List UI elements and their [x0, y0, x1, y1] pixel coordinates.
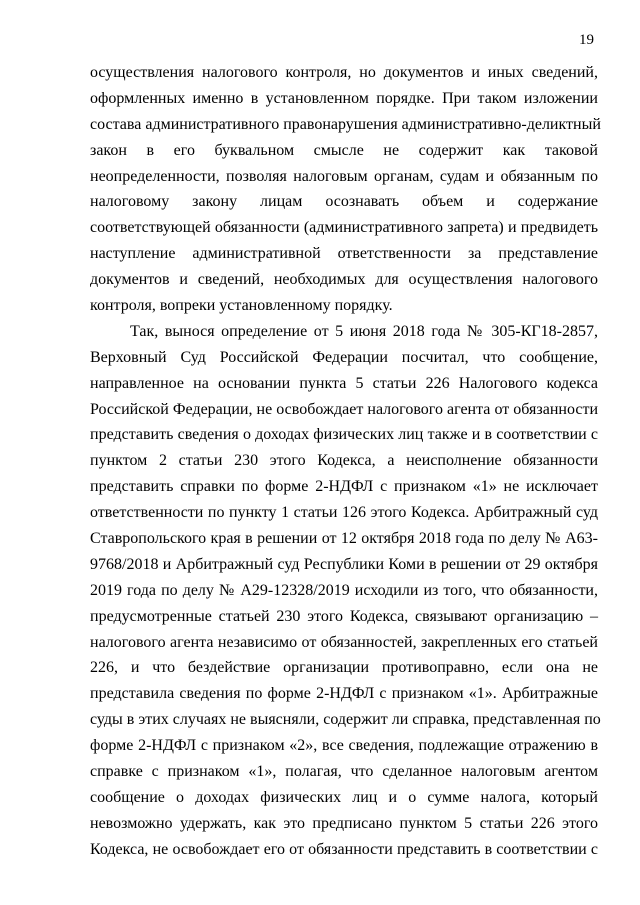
text-line: 2019 года по делу № А29-12328/2019 исходили из того, что обязанности, — [90, 581, 598, 599]
text-line: закон в его буквальном смысле не содержит как таковой — [90, 141, 598, 159]
text-line: Так, вынося определение от 5 июня 2018 года № 305-КГ18-2857, — [130, 322, 598, 340]
page-number: 19 — [579, 32, 594, 48]
text-line: состава административного правонарушения административно-деликтный — [90, 115, 601, 133]
text-line: представить сведения о доходах физических лиц также и в соответствии с — [90, 426, 598, 444]
paragraph-1 — [90, 60, 601, 319]
text-line: Верховный Суд Российской Федерации посчитал, что сообщение, — [90, 348, 598, 366]
text-line: оформленных именно в установленном порядке. При таком изложении — [90, 89, 598, 107]
document-body — [90, 60, 601, 863]
text-line: осуществления налогового контроля, но документов и иных сведений, — [90, 64, 598, 81]
text-line: контроля, вопреки установленному порядку. — [90, 297, 393, 315]
text-line: наступление административной ответственности за представление — [90, 245, 598, 263]
text-line: представила сведения по форме 2-НДФЛ с признаком «1». Арбитражные — [90, 685, 598, 703]
text-line: невозможно удержать, как это предписано пунктом 5 статьи 226 этого — [90, 814, 598, 832]
text-line: суды в этих случаях не выясняли, содержит ли справка, представленная по — [90, 711, 601, 729]
text-line: ответственности по пункту 1 статьи 126 этого Кодекса. Арбитражный суд — [90, 504, 598, 522]
text-line: предусмотренные статьей 230 этого Кодекса, связывают организацию – — [90, 607, 598, 625]
text-line: неопределенности, позволяя налоговым органам, судам и обязанным по — [90, 167, 598, 185]
text-line: налоговому закону лицам осознавать объем и содержание — [90, 193, 598, 211]
text-line: форме 2-НДФЛ с признаком «2», все сведения, подлежащие отражению в — [90, 737, 598, 755]
text-line: Кодекса, не освобождает его от обязанности представить в соответствии с — [90, 840, 598, 858]
text-line: документов и сведений, необходимых для осуществления налогового — [90, 271, 598, 289]
text-line: 226, и что бездействие организации противоправно, если она не — [90, 659, 598, 677]
text-line: соответствующей обязанности (административного запрета) и предвидеть — [90, 219, 598, 237]
text-line: 9768/2018 и Арбитражный суд Республики Коми в решении от 29 октября — [90, 555, 598, 573]
text-line: представить справки по форме 2-НДФЛ с признаком «1» не исключает — [90, 478, 598, 496]
text-line: справке с признаком «1», полагая, что сделанное налоговым агентом — [90, 763, 598, 781]
text-line: направленное на основании пункта 5 статьи 226 Налогового кодекса — [90, 374, 598, 392]
text-line: Ставропольского края в решении от 12 октября 2018 года по делу № А63- — [90, 530, 598, 548]
paragraph-2 — [90, 319, 601, 863]
text-line: пунктом 2 статьи 230 этого Кодекса, а неисполнение обязанности — [90, 452, 598, 470]
text-line: налогового агента независимо от обязанностей, закрепленных его статьей — [90, 633, 598, 651]
text-line: сообщение о доходах физических лиц и о сумме налога, который — [90, 788, 598, 806]
text-line: Российской Федерации, не освобождает налогового агента от обязанности — [90, 400, 598, 418]
